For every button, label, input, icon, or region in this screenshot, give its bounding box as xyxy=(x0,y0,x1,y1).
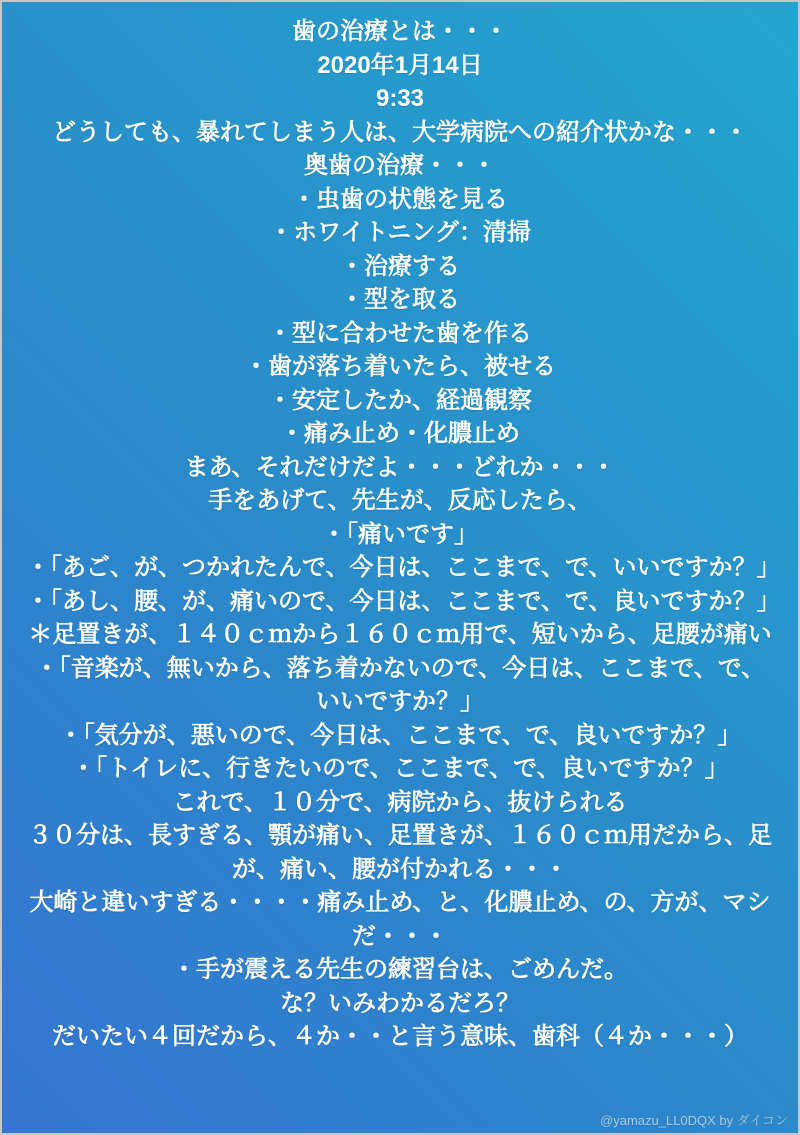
text-line: 手をあげて、先生が、反応したら、 xyxy=(208,487,592,514)
text-line: ・安定したか、経過観察 xyxy=(268,386,532,414)
text-line: ・痛み止め・化膿止め xyxy=(280,420,520,447)
text-line: ・「トイレに、行きたいので、ここまで、で、良いですか？」 xyxy=(71,755,729,782)
text-line: ・型を取る xyxy=(340,286,460,313)
text-line: 歯の治療とは・・・ xyxy=(292,18,508,45)
text-line: 奥歯の治療・・・ xyxy=(304,152,496,179)
text-line: ・「気分が、悪いので、今日は、ここまで、で、良いですか？」 xyxy=(58,721,742,749)
text-line: ３０分は、長すぎる、顎が痛い、足置きが、１６０ｃｍ用だから、足が、痛い、腰が付かれる・・・ xyxy=(28,822,772,883)
text-line: ・手が震える先生の練習台は、ごめんだ。 xyxy=(172,956,628,983)
text-line: どうしても、暴れてしまう人は、大学病院への紹介状かな・・・ xyxy=(52,118,748,146)
text-line: ・歯が落ち着いたら、被せる xyxy=(244,353,556,380)
text-line: ・「あし、腰、が、痛いので、今日は、ここまで、で、良いですか？」 xyxy=(26,587,781,615)
text-line: だいたい４回だから、４か・・と言う意味、歯科（４か・・・） xyxy=(52,1023,748,1050)
text-line: ・型に合わせた歯を作る xyxy=(268,319,532,347)
watermark: @yamazu_LL0DQX by ダイコン xyxy=(600,1113,788,1128)
text-line: ・ホワイトニング：清掃 xyxy=(269,219,531,246)
text-line: な？いみわかるだろ？ xyxy=(280,989,520,1017)
text-line: これで、１０分で、病院から、抜けられる xyxy=(172,788,628,816)
text-line: 9:33 xyxy=(375,85,425,112)
text-line: ・治療する xyxy=(340,252,460,280)
text-line: 大崎と違いすぎる・・・・痛み止め、と、化膿止め、の、方が、マシだ・・・ xyxy=(29,889,771,950)
text-line: ・「痛いです」 xyxy=(322,520,478,548)
note-text-block xyxy=(2,2,798,1054)
text-line: ・虫歯の状態を見る xyxy=(292,185,508,213)
text-line: ・「音楽が、無いから、落ち着かないので、今日は、ここまで、で、いいですか？」 xyxy=(34,654,766,715)
text-line: 2020年1月14日 xyxy=(317,51,483,79)
text-line: ・「あご、が、つかれたんで、今日は、ここまで、で、いいですか？」 xyxy=(26,554,781,581)
text-line: ＊足置きが、１４０ｃｍから１６０ｃｍ用で、短いから、足腰が痛い xyxy=(28,621,772,648)
text-line: まあ、それだけだよ・・・どれか・・・ xyxy=(184,453,616,481)
